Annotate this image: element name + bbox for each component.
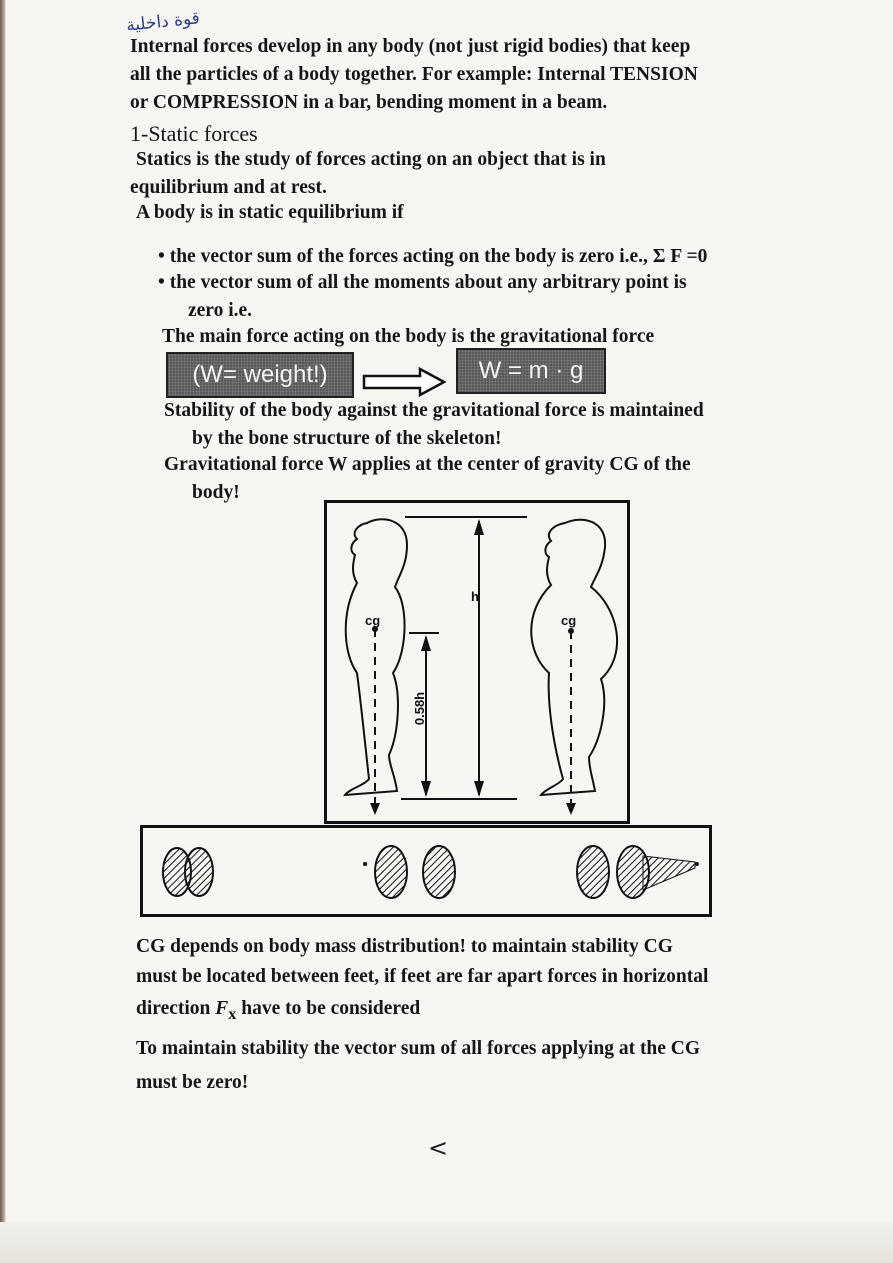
handwritten-note: قوة داخلية (125, 8, 201, 36)
main-force-line: The main force acting on the body is the gravitational force (162, 326, 655, 347)
cg-line-3: direction $F_x$ have to be considered (136, 998, 421, 1023)
stability-line-1: Stability of the body against the gravitational force is maintained (164, 400, 704, 421)
page-mark: < (428, 1134, 449, 1162)
feet-leaning-icon (577, 846, 699, 898)
weight-box-label: (W= weight!) (192, 361, 328, 388)
page-edge (0, 0, 6, 1263)
statics-line-2: equilibrium and at rest. (130, 177, 327, 198)
feet-centered-icon (363, 846, 455, 898)
bullet-moment-sum: • the vector sum of all the moments about any arbitrary point is (158, 270, 687, 296)
force-subscript: x (228, 1004, 237, 1023)
height-label: h (471, 589, 479, 604)
body-outlines (327, 503, 627, 821)
fraction-label: 0.58h (412, 691, 428, 726)
page-shadow (0, 1222, 893, 1263)
formula-box (456, 348, 606, 394)
gravity-line-1: Gravitational force W applies at the center of gravity CG of the (164, 454, 691, 475)
footprints (143, 828, 709, 914)
section-heading: 1-Static forces (130, 121, 258, 146)
gravity-line-2: body! (192, 482, 240, 503)
intro-line-2: all the particles of a body together. For example: Internal TENSION (130, 64, 698, 85)
formula-box-label: W = m · g (478, 357, 584, 384)
stability-line-2: by the bone structure of the skeleton! (192, 428, 502, 449)
intro-line-1: Internal forces develop in any body (not just rigid bodies) that keep (130, 36, 691, 57)
equilibrium-intro: A body is in static equilibrium if (136, 202, 404, 223)
bullet-force-sum: • the vector sum of the forces acting on the body is zero i.e., Σ F =0 (158, 244, 707, 270)
heavy-body-outline (531, 520, 617, 795)
statics-line-1: Statics is the study of forces acting on an object that is in (136, 149, 606, 170)
cg-label-left: cg (365, 613, 381, 628)
bullet-moment-cont: zero i.e. (188, 300, 253, 321)
cg-line-2: must be located between feet, if feet are far apart forces in horizontal (136, 966, 709, 987)
cg-label-right: cg (561, 613, 577, 628)
cg-line-1: CG depends on body mass distribution! to maintain stability CG (136, 936, 673, 957)
zero-sum-line-1: To maintain stability the vector sum of all forces applying at the CG (136, 1038, 701, 1059)
zero-sum-line-2: must be zero! (136, 1072, 249, 1093)
force-symbol: F (215, 998, 229, 1019)
intro-line-3: or COMPRESSION in a bar, bending moment in a beam. (130, 92, 608, 113)
weight-box (166, 352, 354, 398)
feet-together-icon (163, 848, 213, 896)
feet-figure (140, 825, 712, 917)
implies-arrow-icon (362, 367, 446, 397)
body-figure (324, 500, 630, 824)
